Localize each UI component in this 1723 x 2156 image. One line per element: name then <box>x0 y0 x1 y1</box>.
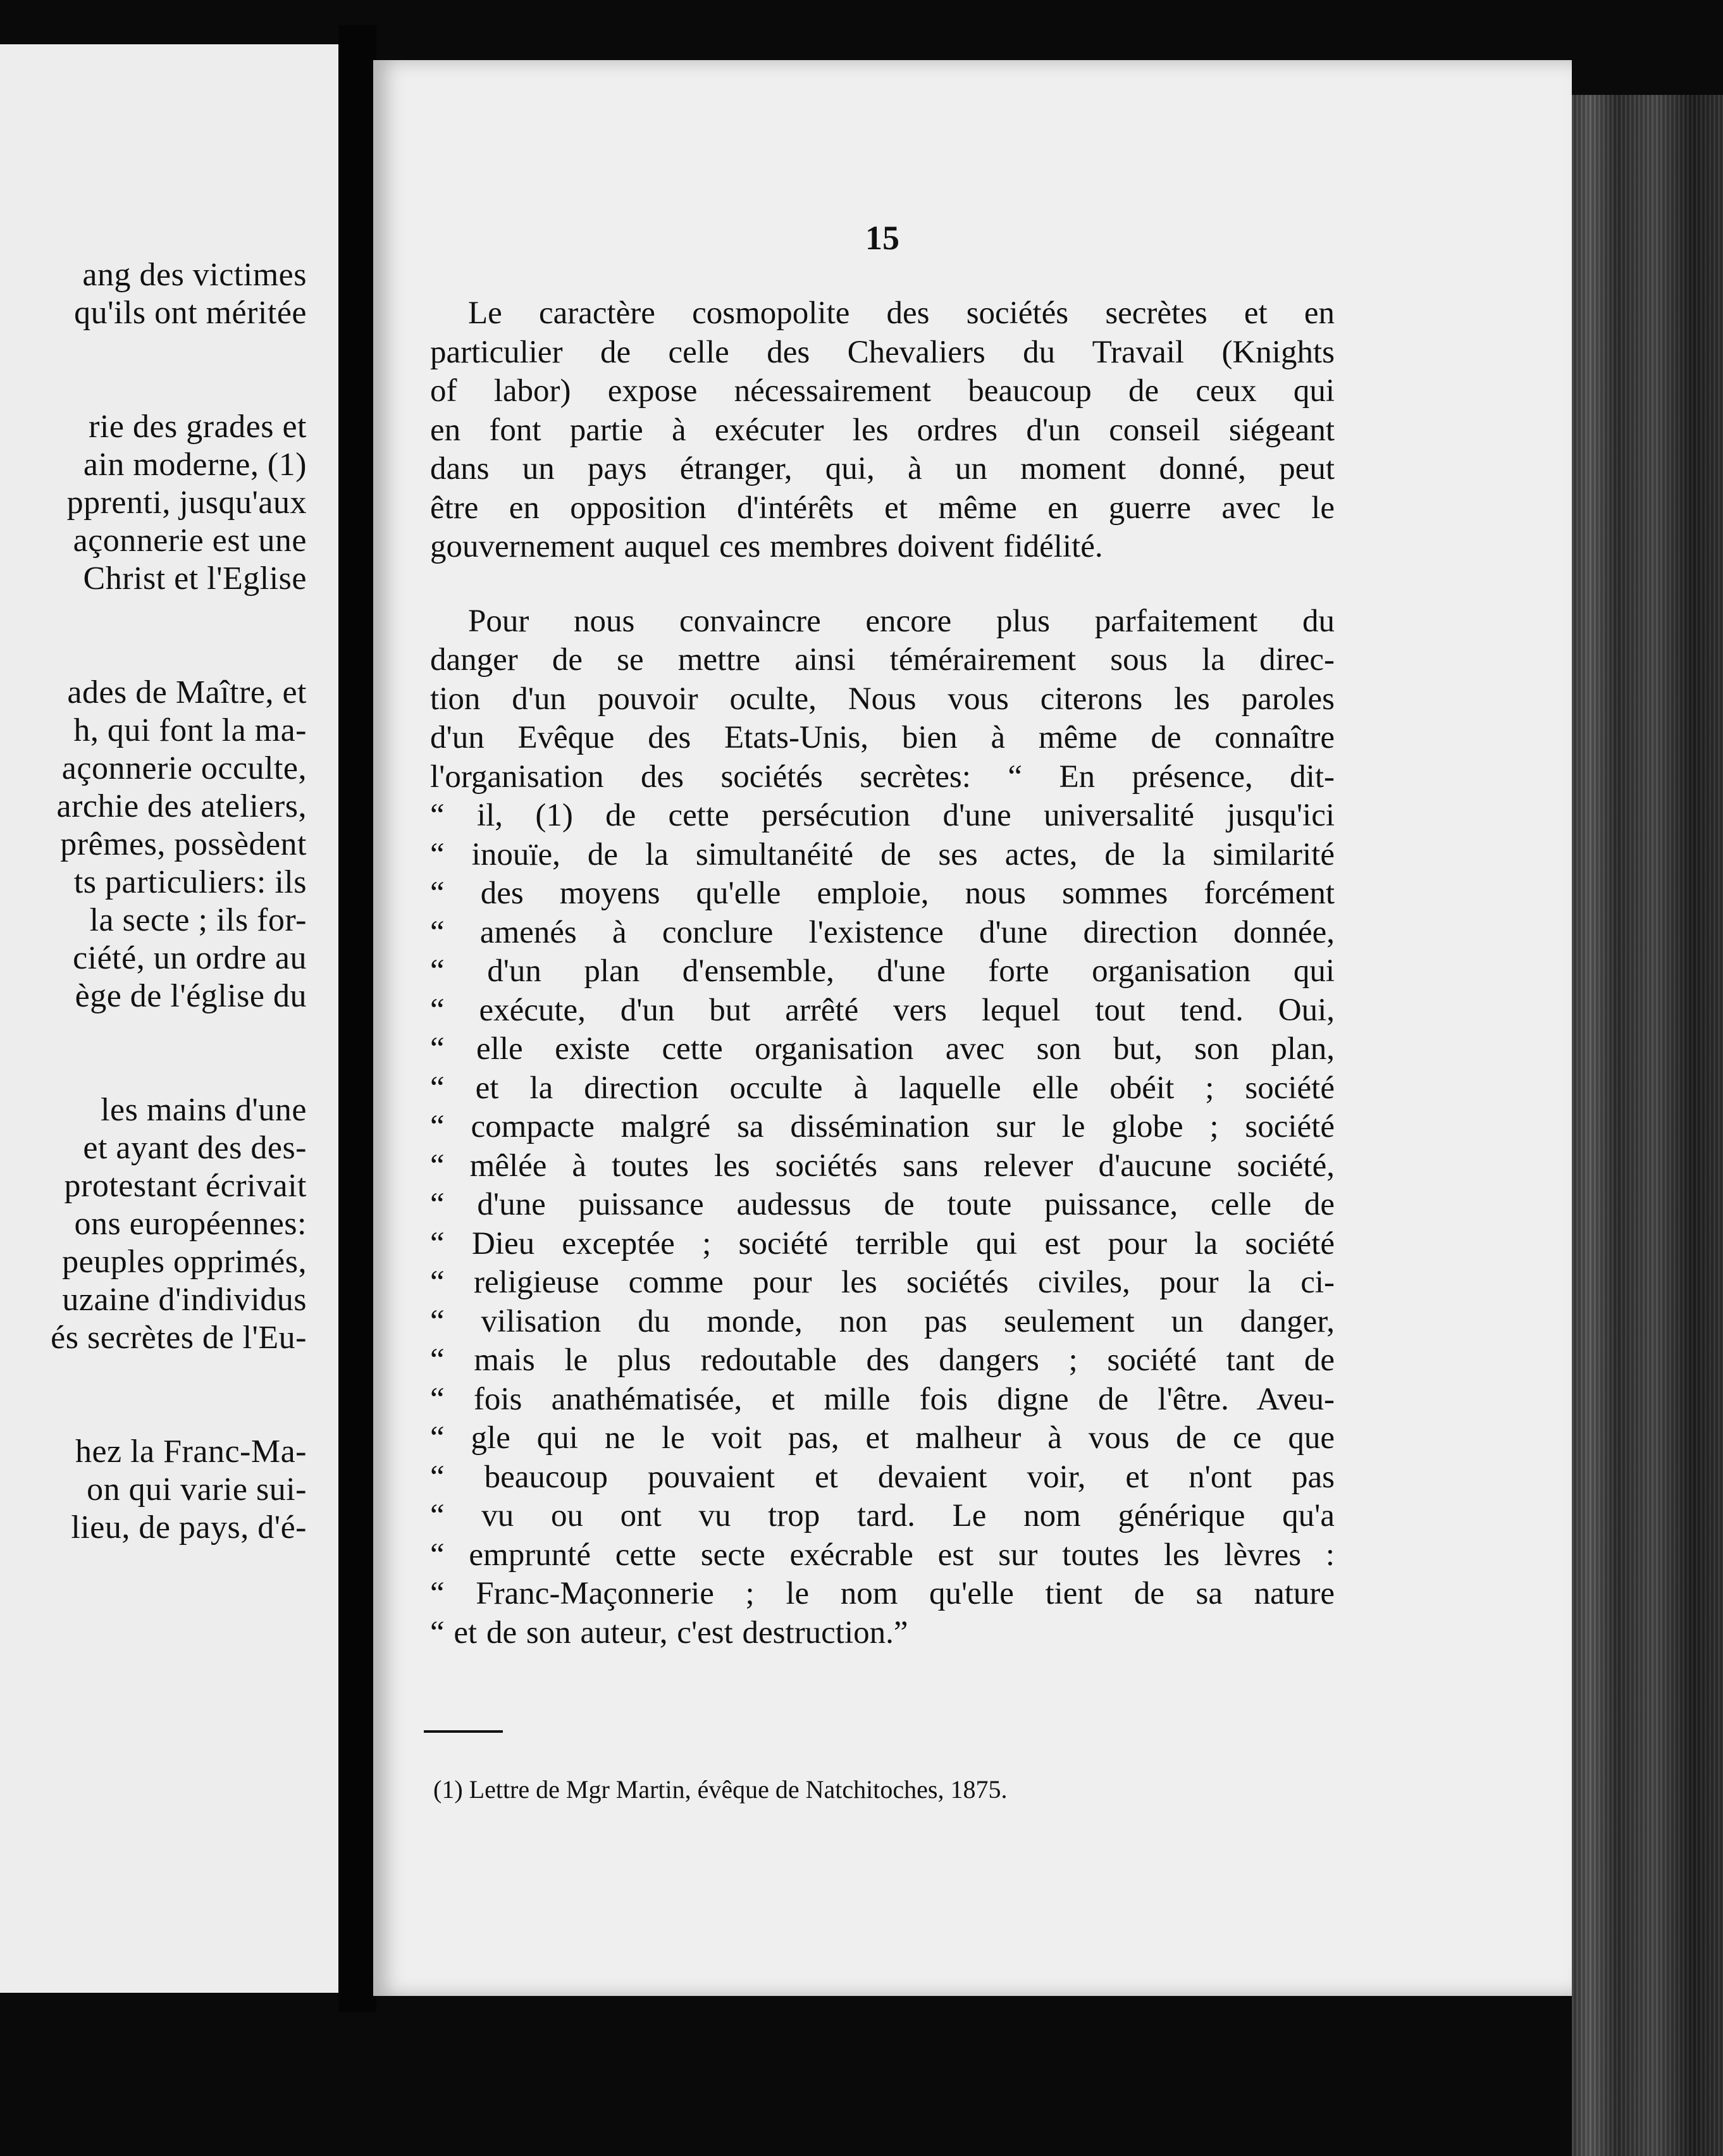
footnote: (1) Lettre de Mgr Martin, évêque de Natchitoches, 1875. <box>433 1775 1008 1804</box>
page-edges-texture <box>1572 95 1723 2156</box>
left-page-line: ts particuliers: ils <box>73 864 307 900</box>
text-line: dans un pays étranger, qui, à un moment donné, peut <box>430 451 1335 486</box>
left-page-line: prêmes, possèdent <box>60 826 307 862</box>
left-page-line: açonnerie est une <box>73 523 307 559</box>
text-line: “ il, (1) de cette persécution d'une universalité jusqu'ici <box>430 798 1335 833</box>
left-page-line: ons européennes: <box>74 1206 307 1242</box>
left-page-line: les mains d'une <box>101 1092 307 1128</box>
left-page-line: et ayant des des- <box>83 1130 307 1166</box>
left-page-line: açonnerie occulte, <box>61 750 307 786</box>
text-line: “ elle existe cette organisation avec son but, son plan, <box>430 1031 1335 1067</box>
text-line: “ emprunté cette secte exécrable est sur toutes les lèvres : <box>430 1537 1335 1573</box>
text-line: “ fois anathématisée, et mille fois digne de l'être. Aveu- <box>430 1381 1335 1417</box>
left-page-line: la secte ; ils for- <box>89 902 307 938</box>
left-page-line: ège de l'église du <box>75 978 307 1014</box>
left-page-line: lieu, de pays, d'é- <box>71 1509 307 1546</box>
left-facing-page <box>0 44 342 1993</box>
footnote-rule <box>424 1730 503 1733</box>
text-line: danger de se mettre ainsi témérairement sous la direc- <box>430 642 1335 678</box>
text-line: “ d'une puissance audessus de toute puissance, celle de <box>430 1187 1335 1222</box>
paragraph-2 <box>430 602 1335 1653</box>
book-gutter <box>338 25 376 2012</box>
text-line: en font partie à exécuter les ordres d'un conseil siégeant <box>430 412 1335 448</box>
text-line: “ vu ou ont vu trop tard. Le nom générique qu'a <box>430 1498 1335 1533</box>
left-page-line: rie des grades et <box>89 409 307 445</box>
text-line: particulier de celle des Chevaliers du Travail (Knights <box>430 334 1335 370</box>
left-page-line: protestant écrivait <box>64 1168 307 1204</box>
text-line: Pour nous convaincre encore plus parfaitement du <box>468 603 1335 639</box>
text-line: “ compacte malgré sa dissémination sur le globe ; société <box>430 1109 1335 1144</box>
left-page-line: on qui varie sui- <box>87 1471 307 1508</box>
left-page-line: ain moderne, (1) <box>83 447 307 483</box>
text-line: “ des moyens qu'elle emploie, nous sommes forcément <box>430 876 1335 911</box>
text-line: “ beaucoup pouvaient et devaient voir, et n'ont pas <box>430 1459 1335 1495</box>
text-line: gouvernement auquel ces membres doivent fidélité. <box>430 529 1103 564</box>
text-line: “ gle qui ne le voit pas, et malheur à vous de ce que <box>430 1420 1335 1456</box>
left-page-line: ciété, un ordre au <box>73 940 307 976</box>
page-number: 15 <box>865 219 899 257</box>
text-line: of labor) expose nécessairement beaucoup de ceux qui <box>430 373 1335 409</box>
paragraph-1 <box>430 294 1335 567</box>
paragraph-gap <box>430 567 1335 602</box>
text-line: d'un Evêque des Etats-Unis, bien à même de connaître <box>430 720 1335 755</box>
left-page-line: archie des ateliers, <box>56 788 307 824</box>
text-line: “ religieuse comme pour les sociétés civiles, pour la ci- <box>430 1265 1335 1300</box>
text-line: “ mêlée à toutes les sociétés sans relever d'aucune société, <box>430 1148 1335 1184</box>
text-line: “ d'un plan d'ensemble, d'une forte organisation qui <box>430 953 1335 989</box>
left-page-line: peuples opprimés, <box>62 1244 307 1280</box>
text-line: “ amenés à conclure l'existence d'une direction donnée, <box>430 914 1335 950</box>
left-page-line: ades de Maître, et <box>67 674 307 710</box>
left-page-line: qu'ils ont méritée <box>74 295 307 331</box>
left-page-line: Christ et l'Eglise <box>83 561 307 597</box>
text-line: l'organisation des sociétés secrètes: “ En présence, dit- <box>430 759 1335 795</box>
text-line: “ mais le plus redoutable des dangers ; société tant de <box>430 1342 1335 1378</box>
body-text <box>430 294 1335 1652</box>
text-line: “ Dieu exceptée ; société terrible qui est pour la société <box>430 1225 1335 1261</box>
left-page-line: és secrètes de l'Eu- <box>51 1320 307 1356</box>
left-page-line: h, qui font la ma- <box>73 712 307 748</box>
left-page-line: pprenti, jusqu'aux <box>66 485 307 521</box>
left-page-line: uzaine d'individus <box>62 1282 307 1318</box>
text-line: être en opposition d'intérêts et même en guerre avec le <box>430 490 1335 526</box>
left-page-line: hez la Franc-Ma- <box>75 1434 307 1470</box>
text-line: “ vilisation du monde, non pas seulement un danger, <box>430 1303 1335 1339</box>
text-line: “ et de son auteur, c'est destruction.” <box>430 1614 908 1651</box>
text-line: “ Franc-Maçonnerie ; le nom qu'elle tient de sa nature <box>430 1576 1335 1611</box>
text-line: tion d'un pouvoir oculte, Nous vous citerons les paroles <box>430 681 1335 717</box>
text-line: “ et la direction occulte à laquelle elle obéit ; société <box>430 1070 1335 1106</box>
text-line: Le caractère cosmopolite des sociétés secrètes et en <box>468 295 1335 331</box>
text-line: “ inouïe, de la simultanéité de ses actes, de la similarité <box>430 836 1335 872</box>
text-line: “ exécute, d'un but arrêté vers lequel tout tend. Oui, <box>430 992 1335 1028</box>
left-page-line: ang des victimes <box>82 257 307 293</box>
